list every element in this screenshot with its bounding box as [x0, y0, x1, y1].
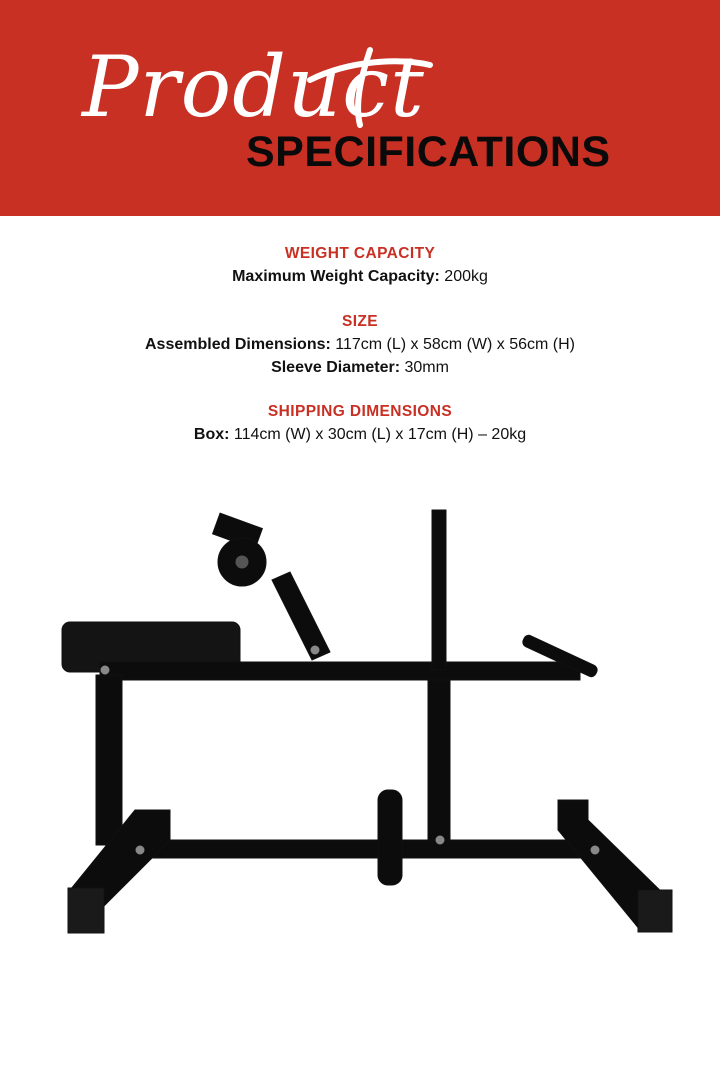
- assembled-line: [0, 333, 720, 356]
- product-script-title: Product: [82, 38, 425, 136]
- sleeve-label: Sleeve Diameter:: [271, 359, 401, 376]
- bench-equipment-icon: [40, 490, 680, 960]
- specifications-title: SPECIFICATIONS: [246, 128, 611, 176]
- max-weight-line: [0, 265, 720, 288]
- box-value: 114cm (W) x 30cm (L) x 17cm (H) – 20kg: [229, 426, 527, 443]
- sleeve-value: 30mm: [400, 359, 449, 376]
- size-heading: SIZE: [341, 313, 379, 330]
- shipping-heading: SHIPPING DIMENSIONS: [267, 403, 453, 420]
- script-flourish-icon: [300, 40, 440, 130]
- spec-content: [0, 216, 720, 446]
- weight-section: [0, 216, 720, 288]
- header-banner: [0, 0, 720, 216]
- size-section: [0, 288, 720, 379]
- shipping-section: [0, 379, 720, 446]
- box-label: Box:: [193, 426, 230, 443]
- box-line: [0, 423, 720, 446]
- assembled-value: 117cm (L) x 58cm (W) x 56cm (H): [330, 336, 575, 353]
- weight-heading: WEIGHT CAPACITY: [284, 245, 436, 262]
- assembled-label: Assembled Dimensions:: [145, 336, 331, 353]
- sleeve-line: [0, 356, 720, 379]
- max-weight-label: Maximum Weight Capacity:: [232, 268, 440, 285]
- max-weight-value: 200kg: [439, 268, 488, 285]
